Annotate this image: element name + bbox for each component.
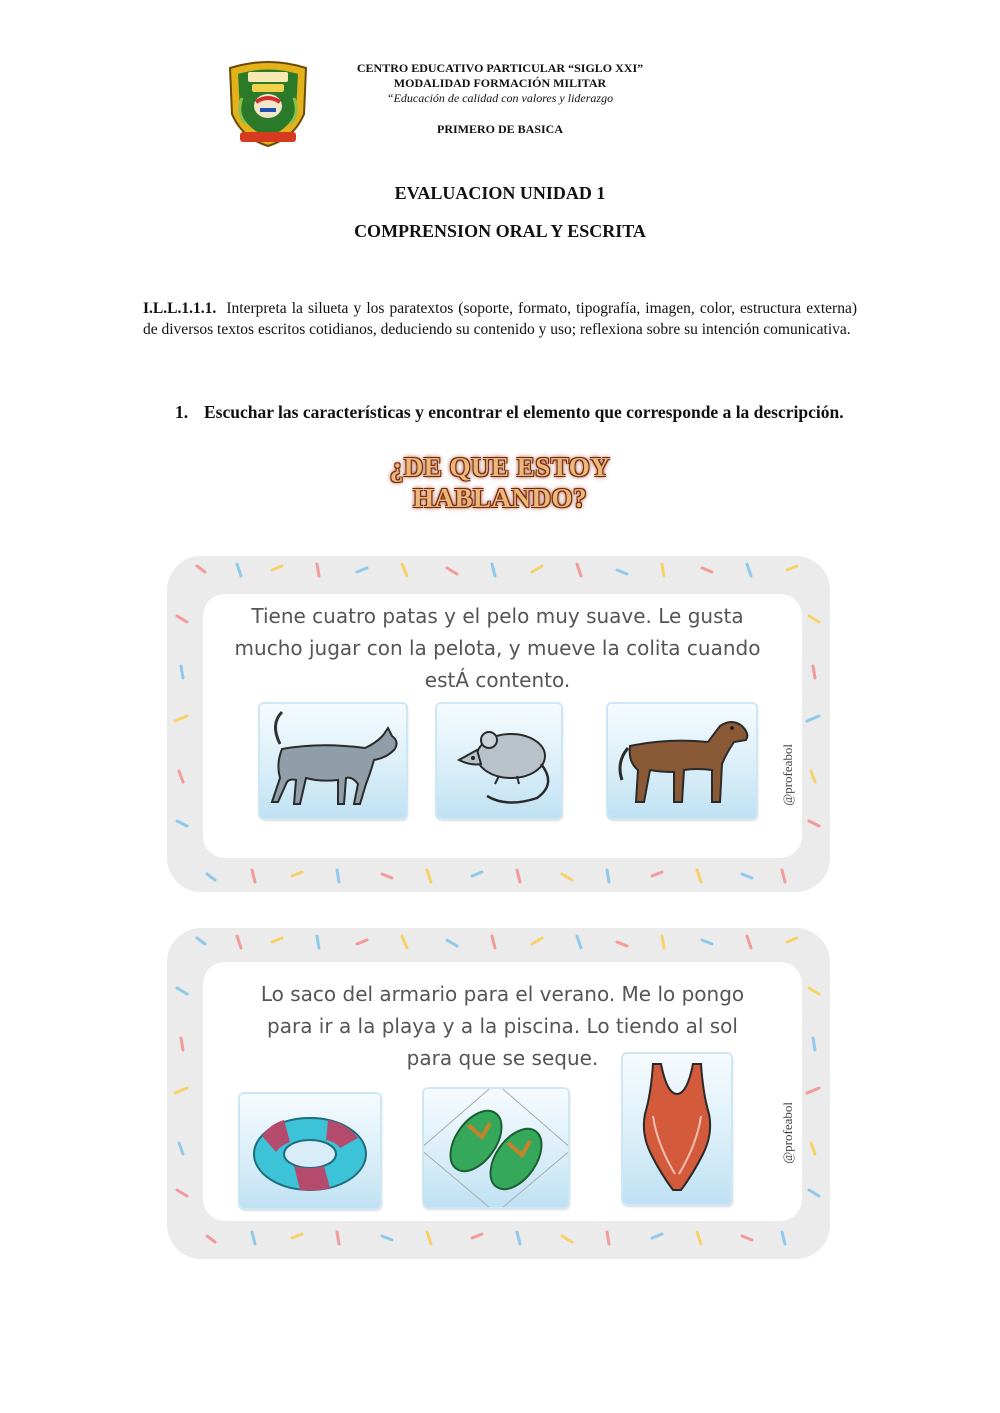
- page-subtitle: COMPRENSION ORAL Y ESCRITA: [354, 221, 646, 241]
- swimsuit-icon: [623, 1054, 731, 1204]
- mouse-icon: [437, 704, 561, 818]
- flip-flops-icon: [424, 1089, 568, 1207]
- question-text: Escuchar las características y encontrar el elemento que corresponde a la descripción.: [204, 402, 844, 422]
- cat-icon: [260, 704, 406, 818]
- option-cat[interactable]: [260, 704, 406, 818]
- page-title: EVALUACION UNIDAD 1: [394, 183, 606, 203]
- school-modality: MODALIDAD FORMACIÓN MILITAR: [393, 76, 607, 90]
- riddle-panel: [203, 962, 802, 1221]
- learning-indicator: [143, 298, 857, 340]
- option-dog[interactable]: [608, 704, 756, 818]
- riddle-clue: Tiene cuatro patas y el pelo muy suave. Le gusta mucho jugar con la pelota, y mueve la colita cuando estÁ contento.: [234, 604, 761, 692]
- indicator-code: I.L.L.1.1.1.: [143, 300, 217, 317]
- school-name: CENTRO EDUCATIVO PARTICULAR “SIGLO XXI”: [356, 61, 644, 75]
- watermark: @profeabol: [780, 744, 795, 806]
- school-slogan: “Educación de calidad con valores y liderazgo: [386, 91, 614, 105]
- dog-icon: [608, 704, 756, 818]
- riddle-panel: [203, 594, 802, 858]
- option-swimsuit[interactable]: [623, 1054, 731, 1204]
- option-flip-flops[interactable]: [424, 1089, 568, 1207]
- riddle-card-2: [167, 928, 830, 1259]
- option-swim-ring[interactable]: [240, 1094, 380, 1208]
- indicator-text: Interpreta la silueta y los paratextos (soporte, formato, tipografía, imagen, color, estructura externa) de diversos textos escritos cotidianos, deduciendo su contenido y uso; reflexiona sobre su intención comunicativa.: [143, 300, 858, 338]
- question-number: 1.: [175, 402, 189, 422]
- riddle-clue: Lo saco del armario para el verano. Me lo pongo para ir a la playa y a la piscina. Lo tiendo al sol para que se seque.: [260, 982, 745, 1070]
- riddle-card-1: [167, 556, 830, 892]
- watermark: @profeabol: [780, 1102, 795, 1164]
- activity-banner: ¿DE QUE ESTOY HABLANDO?: [389, 452, 611, 513]
- grade-label: PRIMERO DE BASICA: [436, 122, 563, 136]
- swim-ring-icon: [240, 1094, 380, 1208]
- option-mouse[interactable]: [437, 704, 561, 818]
